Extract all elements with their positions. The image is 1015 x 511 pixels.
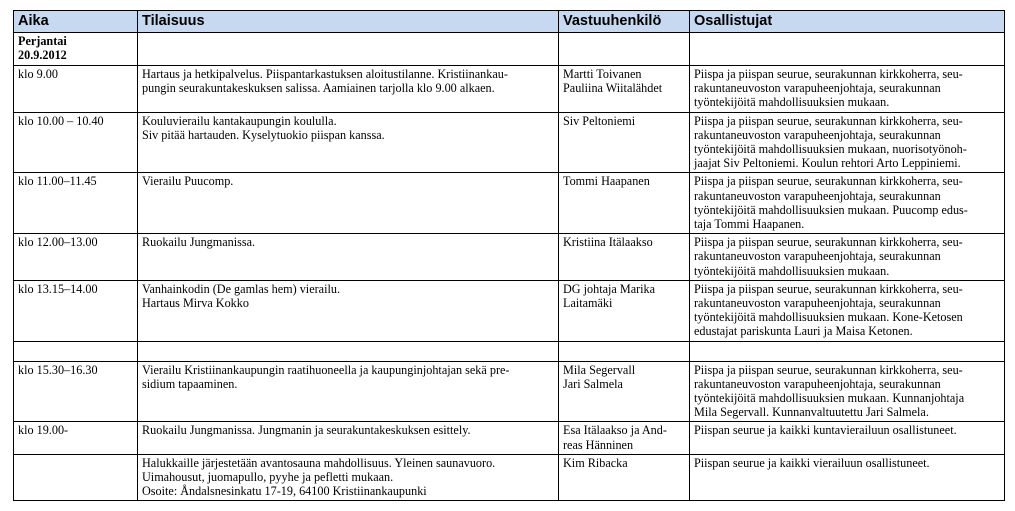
event-line: Vierailu Puucomp.	[142, 174, 234, 189]
participants-line: työntekijöitä mahdollisuuksien mukaan, nuorisotyönoh-	[694, 142, 967, 157]
table-row	[14, 422, 1005, 454]
empty-cell	[690, 341, 1005, 361]
participants-line: työntekijöitä mahdollisuuksien mukaan.	[694, 95, 890, 110]
participants-line: rakuntaneuvoston varapuheenjohtaja, seurakunnan	[694, 127, 941, 142]
responsible-cell	[559, 234, 690, 281]
event-cell	[138, 422, 559, 454]
participants-line: Piispan seurue ja kaikki vierailuun osallistuneet.	[694, 455, 930, 470]
event-cell	[138, 173, 559, 234]
table-row	[14, 173, 1005, 234]
responsible-cell	[559, 66, 690, 113]
participants-cell	[690, 422, 1005, 454]
participants-line: Piispa ja piispan seurue, seurakunnan kirkkoherra, seu-	[694, 113, 963, 128]
event-line: Siv pitää hartauden. Kyselytuokio piispan kanssa.	[142, 127, 385, 142]
responsible-line: Jari Salmela	[563, 376, 623, 391]
day-date: 20.9.2012	[18, 48, 67, 63]
responsible-line: DG johtaja Marika	[563, 281, 656, 296]
table-row	[14, 66, 1005, 113]
participants-line: rakuntaneuvoston varapuheenjohtaja, seurakunnan	[694, 376, 941, 391]
event-cell	[138, 361, 559, 422]
participants-line: Piispan seurue ja kaikki kuntavierailuun osallistuneet.	[694, 423, 957, 438]
empty-cell	[14, 341, 138, 361]
event-cell	[138, 66, 559, 113]
header-responsible: Vastuuhenkilö	[559, 11, 690, 33]
header-row	[14, 11, 1005, 33]
event-line: Osoite: Åndalsnesinkatu 17-19, 64100 Kristiinankaupunki	[142, 484, 427, 499]
empty-cell	[138, 33, 559, 66]
responsible-line: Martti Toivanen	[563, 67, 642, 81]
responsible-cell	[559, 422, 690, 454]
event-line: pungin seurakuntakeskuksen salissa. Aamiainen tarjolla klo 9.00 alkaen.	[142, 81, 495, 96]
spacer-row	[14, 341, 1005, 361]
participants-line: rakuntaneuvoston varapuheenjohtaja, seurakunnan	[694, 188, 941, 203]
header-time: Aika	[14, 11, 138, 33]
event-line: Hartaus Mirva Kokko	[142, 296, 249, 311]
participants-cell	[690, 454, 1005, 501]
header-participants: Osallistujat	[690, 11, 1005, 33]
event-line: sidium tapaaminen.	[142, 376, 238, 391]
day-cell	[14, 33, 138, 66]
responsible-line: Pauliina Wiitalähdet	[563, 81, 663, 96]
table-row	[14, 280, 1005, 341]
responsible-line: Kim Ribacka	[563, 455, 628, 470]
participants-line: työntekijöitä mahdollisuuksien mukaan. Kone-Ketosen	[694, 310, 963, 325]
time-cell	[14, 454, 138, 501]
day-row	[14, 33, 1005, 66]
participants-line: Piispa ja piispan seurue, seurakunnan kirkkoherra, seu-	[694, 67, 963, 81]
header-event: Tilaisuus	[138, 11, 559, 33]
event-line: Uimahousut, juomapullo, pyyhe ja pefletti mukaan.	[142, 470, 394, 485]
empty-cell	[138, 341, 559, 361]
participants-line: työntekijöitä mahdollisuuksien mukaan. Puucomp edus-	[694, 202, 968, 217]
participants-line: Piispa ja piispan seurue, seurakunnan kirkkoherra, seu-	[694, 362, 963, 377]
responsible-line: Mila Segervall	[563, 362, 636, 377]
participants-line: Piispa ja piispan seurue, seurakunnan kirkkoherra, seu-	[694, 174, 963, 189]
responsible-line: Siv Peltoniemi	[563, 113, 636, 128]
participants-line: Mila Segervall. Kunnanvaltuutettu Jari Salmela.	[694, 405, 929, 420]
event-line: Ruokailu Jungmanissa.	[142, 235, 256, 250]
responsible-line: Esa Itälaakso ja And-	[563, 423, 667, 438]
event-line: Ruokailu Jungmanissa. Jungmanin ja seurakuntakeskuksen esittely.	[142, 423, 471, 438]
participants-line: edustajat pariskunta Lauri ja Maisa Ketonen.	[694, 324, 913, 339]
table-row	[14, 454, 1005, 501]
event-line: Kouluvierailu kantakaupungin koululla.	[142, 113, 337, 128]
responsible-line: Laitamäki	[563, 296, 613, 311]
responsible-cell	[559, 454, 690, 501]
participants-cell	[690, 234, 1005, 281]
event-cell	[138, 280, 559, 341]
participants-cell	[690, 173, 1005, 234]
responsible-line: reas Hänninen	[563, 437, 634, 452]
participants-line: taja Tommi Haapanen.	[694, 217, 805, 232]
participants-cell	[690, 112, 1005, 173]
time-cell: klo 15.30–16.30	[14, 361, 138, 422]
event-cell	[138, 454, 559, 501]
time-cell: klo 13.15–14.00	[14, 280, 138, 341]
responsible-line: Kristiina Itälaakso	[563, 235, 653, 250]
table-row	[14, 234, 1005, 281]
event-line: Hartaus ja hetkipalvelus. Piispantarkastuksen aloitustilanne. Kristiinankau-	[142, 67, 508, 81]
event-line: Halukkaille järjestetään avantosauna mahdollisuus. Yleinen saunavuoro.	[142, 455, 496, 470]
time-cell: klo 19.00-	[14, 422, 138, 454]
responsible-cell	[559, 173, 690, 234]
participants-cell	[690, 361, 1005, 422]
participants-line: työntekijöitä mahdollisuuksien mukaan. Kunnanjohtaja	[694, 391, 965, 406]
time-cell: klo 10.00 – 10.40	[14, 112, 138, 173]
schedule-table	[13, 10, 1005, 501]
responsible-cell	[559, 280, 690, 341]
event-line: Vierailu Kristiinankaupungin raatihuoneella ja kaupunginjohtajan sekä pre-	[142, 362, 510, 377]
participants-line: Piispa ja piispan seurue, seurakunnan kirkkoherra, seu-	[694, 235, 963, 250]
participants-cell	[690, 280, 1005, 341]
participants-line: työntekijöitä mahdollisuuksien mukaan.	[694, 263, 890, 278]
time-cell: klo 12.00–13.00	[14, 234, 138, 281]
participants-line: rakuntaneuvoston varapuheenjohtaja, seurakunnan	[694, 81, 941, 96]
participants-line: jaajat Siv Peltoniemi. Koulun rehtori Arto Leppiniemi.	[694, 156, 961, 171]
event-cell	[138, 234, 559, 281]
event-line: Vanhainkodin (De gamlas hem) vierailu.	[142, 281, 340, 296]
responsible-cell	[559, 361, 690, 422]
participants-line: Piispa ja piispan seurue, seurakunnan kirkkoherra, seu-	[694, 281, 963, 296]
time-cell: klo 11.00–11.45	[14, 173, 138, 234]
responsible-cell	[559, 112, 690, 173]
empty-cell	[559, 33, 690, 66]
participants-cell	[690, 66, 1005, 113]
empty-cell	[690, 33, 1005, 66]
empty-cell	[559, 341, 690, 361]
participants-line: rakuntaneuvoston varapuheenjohtaja, seurakunnan	[694, 249, 941, 264]
table-row	[14, 361, 1005, 422]
day-weekday: Perjantai	[18, 34, 67, 48]
event-cell	[138, 112, 559, 173]
time-cell: klo 9.00	[14, 66, 138, 113]
table-row	[14, 112, 1005, 173]
participants-line: rakuntaneuvoston varapuheenjohtaja, seurakunnan	[694, 296, 941, 311]
responsible-line: Tommi Haapanen	[563, 174, 650, 189]
